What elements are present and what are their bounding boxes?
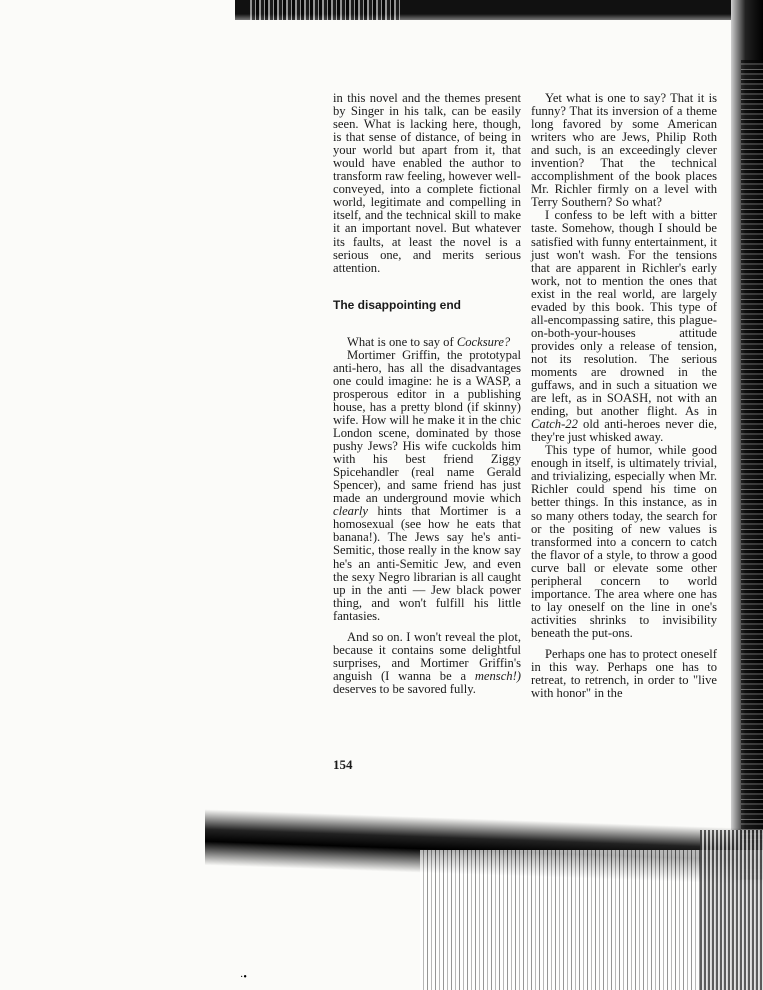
page-number: 154 bbox=[333, 757, 353, 772]
right-paragraph-4: Perhaps one has to protect oneself in this way. Perhaps one has to retreat, to retrench, in order to "live with honor" in the bbox=[531, 646, 717, 701]
scan-noise-corner bbox=[700, 830, 763, 990]
left-paragraph-3 bbox=[333, 349, 521, 623]
book-title: Catch-22 bbox=[531, 417, 578, 432]
right-column bbox=[531, 92, 717, 700]
paragraph-text: I confess to be left with a bitter taste. Somehow, though I should be satisfied with funny entertainment, it just won't wash. For the tensions that are apparent in Richler's early work, not to mention the ones that exist in the real world, are largely evaded by this book. This type of all-encompassing satire, this plague-on-both-your-houses attitude provides only a release of tension, not its resolution. The serious moments are drowned in the guffaws, and in such a situation we are left, as in SOASH, not with an ending, but another flight. As in bbox=[531, 208, 717, 419]
paragraph-text: Mortimer Griffin, the prototypal anti-hero, has all the disadvantages one could imagine: he is a WASP, a prosperous editor in a publishing house, has a pretty blond (if skinny) wife. How will he make it in the chic London scene, dominated by those pushy Jews? His wife cuckolds him with his best friend Ziggy Spicehandler (real name Gerald Spencer), and same friend has just made an underground movie which bbox=[333, 347, 521, 506]
emphasis: clearly bbox=[333, 504, 368, 519]
right-paragraph-2 bbox=[531, 209, 717, 444]
paragraph-text: hints that Mortimer is a homosexual (see how he eats that banana!). The Jews say he's anti-Semitic, those really in the know say he's an anti-Semitic Jew, and even the sexy Negro librarian is all caught up in the anti — Jew black power thing, and won't fulfill his little fantasies. bbox=[333, 504, 521, 623]
section-heading: The disappointing end bbox=[333, 297, 461, 312]
left-column bbox=[333, 92, 521, 696]
paragraph-text: What is one to say of bbox=[347, 334, 457, 349]
right-paragraph-3: This type of humor, while good enough in itself, is ultimately trivial, and trivializing, especially when Mr. Richler could spend his time on better things. In this instance, as in so many others today, the search for or the positing of new values is transformed into a concern to catch the flavor of a style, to throw a good curve ball or elevate some other peripheral concern to world importance. The area where one has to lay oneself on the line in one's activities shrinks to invisibility beneath the put-ons. bbox=[531, 443, 717, 640]
paragraph-text: old anti-heroes never die, they're just whisked away. bbox=[531, 417, 717, 445]
right-paragraph-1: Yet what is one to say? That it is funny? That its inversion of a theme long favored by some American writers who are Jews, Philip Roth and such, is an exceedingly clever invention? That the technical accomplishment of the book places Mr. Richler firmly on a level with Terry Southern? So what? bbox=[531, 91, 717, 210]
paragraph-text: deserves to be savored fully. bbox=[333, 681, 476, 696]
dust-speck: ·• bbox=[240, 972, 247, 983]
left-paragraph-1: in this novel and the themes present by Singer in his talk, can be easily seen. What is lacking here, though, is that sense of distance, of being in your world but apart from it, that would have enabled the author to transform raw feeling, however well-conveyed, into a complete fictional world, legitimate and compelling in itself, and the technical skill to make it an important novel. But whatever its faults, at least the novel is a serious one, and merits serious attention. bbox=[333, 91, 521, 275]
scan-noise-top bbox=[250, 0, 400, 20]
paragraph-text: And so on. I won't reveal the plot, because it contains some delightful surprises, and Mortimer Griffin's anguish (I wanna be a bbox=[333, 629, 521, 683]
emphasis: mensch!) bbox=[474, 668, 521, 683]
left-paragraph-4 bbox=[333, 631, 521, 696]
scan-noise-right bbox=[741, 60, 763, 880]
book-title: Cocksure? bbox=[456, 334, 511, 349]
